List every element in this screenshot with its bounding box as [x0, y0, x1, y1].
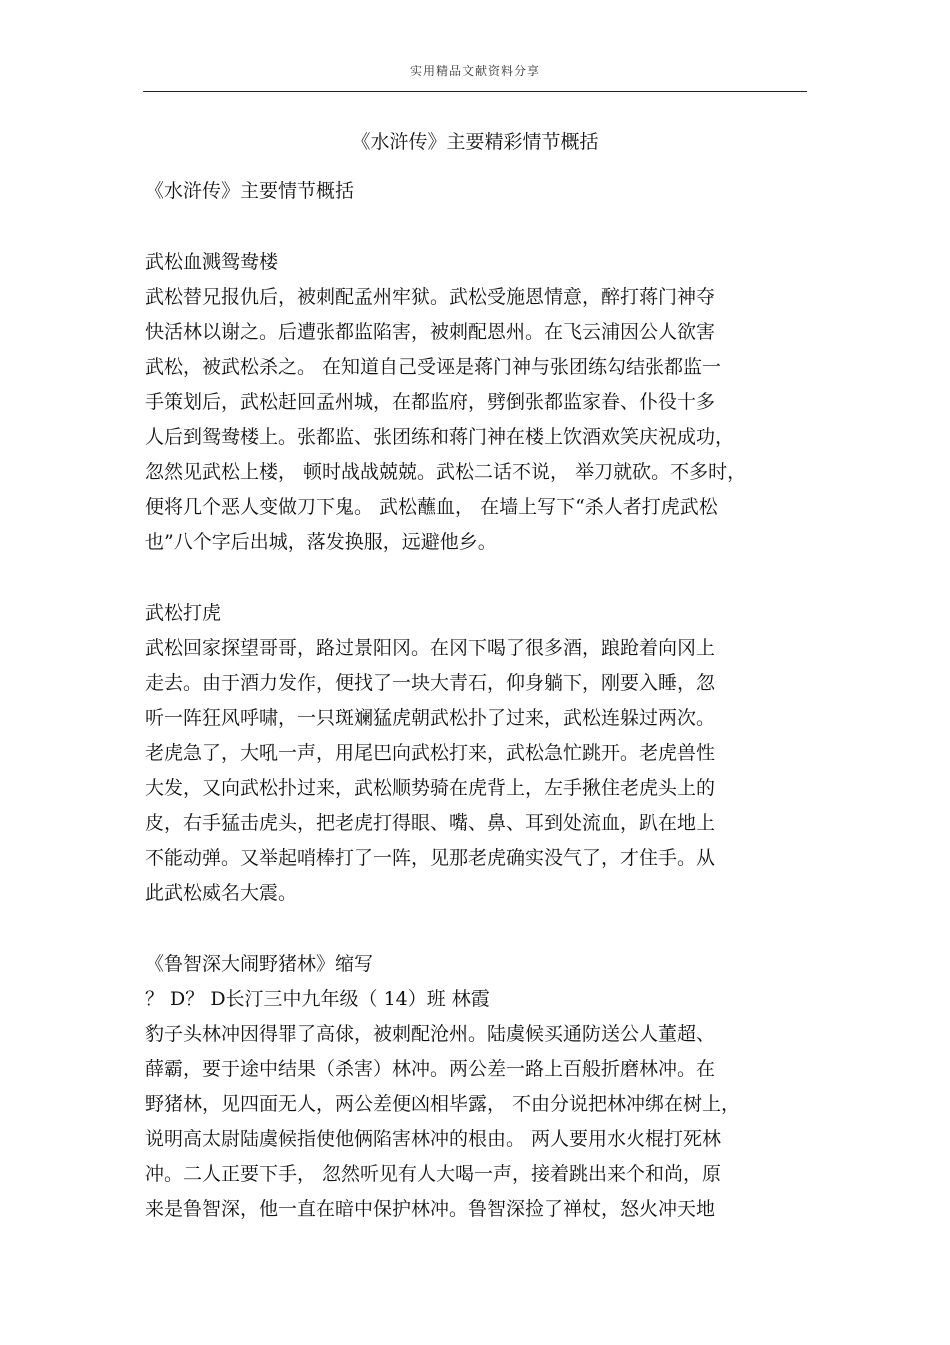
document-body	[145, 174, 795, 1227]
header-divider	[143, 91, 807, 92]
spacer	[145, 209, 795, 245]
page-header: 实用精品文献资料分享	[409, 64, 540, 78]
paragraph-line: 皮，右手猛击虎头，把老虎打得眼、嘴、鼻、耳到处流血，趴在地上	[145, 812, 716, 834]
paragraph-line: 说明高太尉陆虞候指使他俩陷害林冲的根由。 两人要用水火棍打死林	[145, 1128, 722, 1150]
paragraph-line: 来是鲁智深，他一直在暗中保护林冲。鲁智深捡了禅杖，怒火冲天地	[145, 1198, 716, 1220]
paragraph-line: 便将几个恶人变做刀下鬼。 武松蘸血， 在墙上写下“杀人者打虎武松	[145, 496, 718, 518]
author-line: ？ D？ D长汀三中九年级（ 14）班 林霞	[145, 988, 490, 1010]
paragraph-line: 不能动弹。又举起哨棒打了一阵，见那老虎确实没气了，才住手。从	[145, 847, 716, 869]
paragraph-line: 野猪林，见四面无人，两公差便凶相毕露， 不由分说把林冲绑在树上，	[145, 1093, 741, 1115]
paragraph-line: 手策划后，武松赶回孟州城，在都监府，劈倒张都监家眷、仆役十多	[145, 391, 716, 413]
spacer	[145, 911, 795, 947]
paragraph-line: 薛霸，要于途中结果（杀害）林冲。两公差一路上百般折磨林冲。在	[145, 1058, 716, 1080]
paragraph-line: 武松，被武松杀之。 在知道自己受诬是蒋门神与张团练勾结张都监一	[145, 356, 722, 378]
document-title: 《水浒传》主要精彩情节概括	[351, 131, 599, 153]
paragraph-line: 人后到鸳鸯楼上。张都监、张团练和蒋门神在楼上饮酒欢笑庆祝成功，	[145, 426, 735, 448]
paragraph-line: 豹子头林冲因得罪了高俅，被刺配沧州。陆虞候买通防送公人董超、	[145, 1023, 716, 1045]
section-heading: 武松血溅鸳鸯楼	[145, 251, 279, 273]
paragraph-line: 忽然见武松上楼， 顿时战战兢兢。武松二话不说， 举刀就砍。不多时，	[145, 461, 747, 483]
paragraph-line: 武松回家探望哥哥，路过景阳冈。在冈下喝了很多酒，踉跄着向冈上	[145, 637, 716, 659]
paragraph-line: 冲。二人正要下手， 忽然听见有人大喝一声，接着跳出来个和尚，原	[145, 1163, 722, 1185]
paragraph-line: 听一阵狂风呼啸，一只斑斓猛虎朝武松扑了过来，武松连躲过两次。	[145, 707, 716, 729]
section-heading: 《鲁智深大闹野猪林》缩写	[145, 953, 374, 975]
section-heading: 武松打虎	[145, 602, 222, 624]
paragraph-line: 此武松威名大震。	[145, 882, 298, 904]
document-subtitle: 《水浒传》主要情节概括	[145, 180, 355, 202]
paragraph-line: 老虎急了，大吼一声，用尾巴向武松打来，武松急忙跳开。老虎兽性	[145, 742, 716, 764]
paragraph-line: 快活林以谢之。后遭张都监陷害，被刺配恩州。在飞云浦因公人欲害	[145, 321, 716, 343]
paragraph-line: 武松替兄报仇后，被刺配孟州牢狱。武松受施恩情意，醉打蒋门神夺	[145, 286, 716, 308]
paragraph-line: 大发，又向武松扑过来，武松顺势骑在虎背上，左手揪住老虎头上的	[145, 777, 716, 799]
paragraph-line: 走去。由于酒力发作，便找了一块大青石，仰身躺下，刚要入睡，忽	[145, 672, 716, 694]
paragraph-line: 也”八个字后出城，落发换服，远避他乡。	[145, 531, 497, 553]
spacer	[145, 560, 795, 596]
